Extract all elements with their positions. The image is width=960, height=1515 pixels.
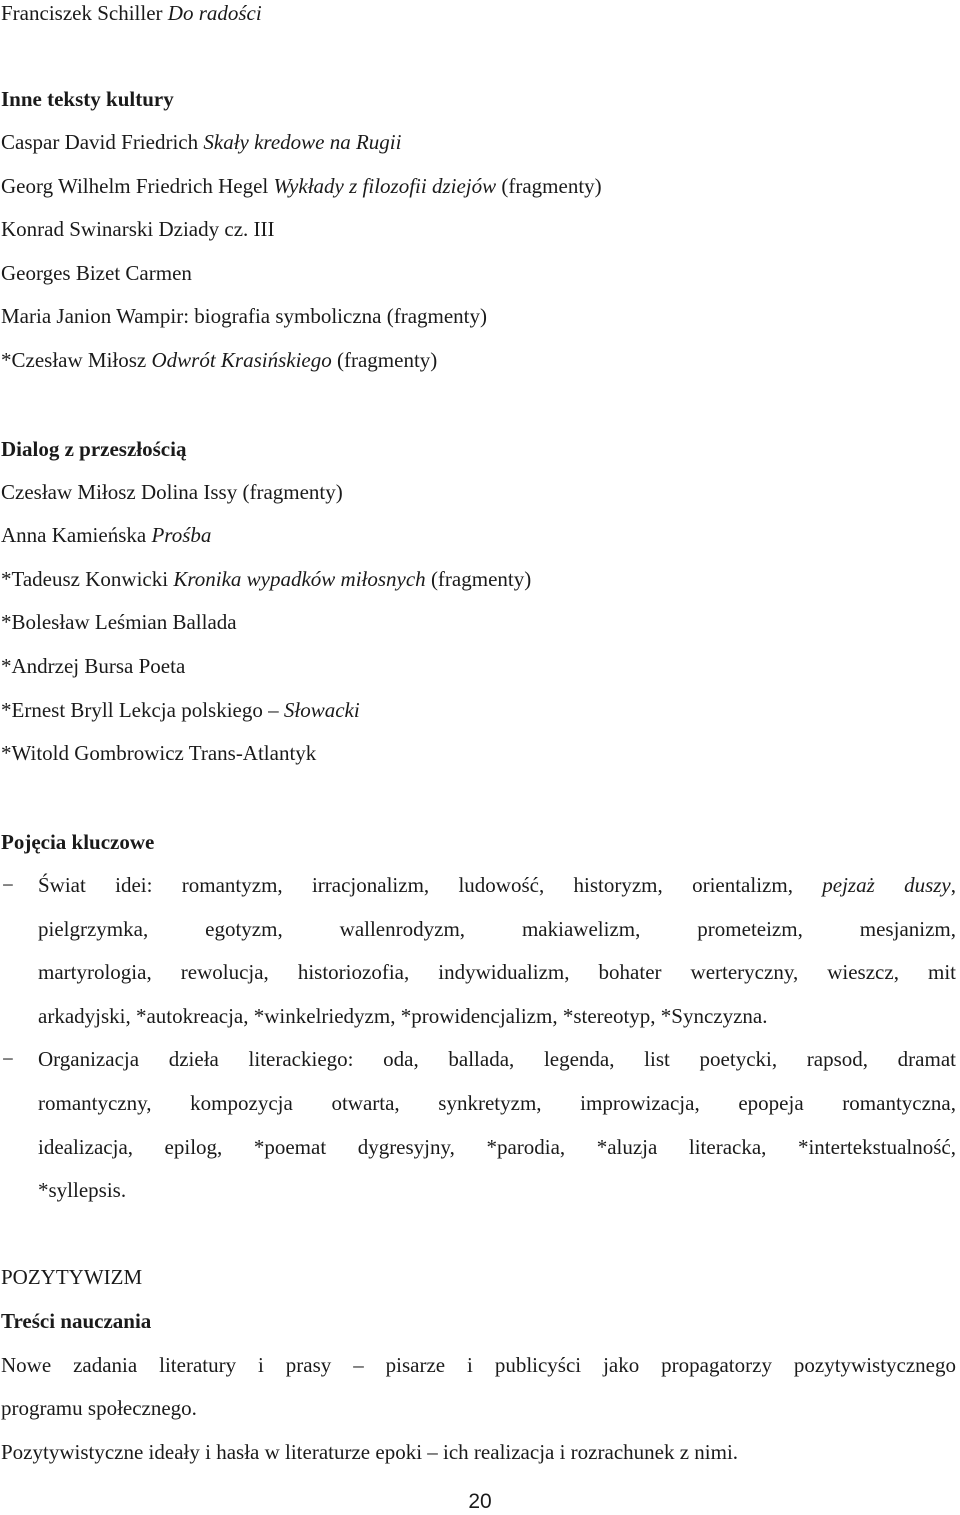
list-item: Caspar David Friedrich Skały kredowe na Rugii xyxy=(1,130,402,154)
bullet-2-line-2: romantyczny, kompozycja otwarta, synkretyzm, improwizacja, epopeja romantyczna, xyxy=(38,1091,956,1115)
list-item: Konrad Swinarski Dziady cz. III xyxy=(1,217,275,241)
work-title: Do radości xyxy=(167,1,262,25)
paragraph-1-line-1: Nowe zadania literatury i prasy – pisarze i publicyści jako propagatorzy pozytywistycznego xyxy=(1,1353,956,1377)
epoch-heading: POZYTYWIZM xyxy=(1,1265,143,1289)
list-item: Maria Janion Wampir: biografia symboliczna (fragmenty) xyxy=(1,304,488,328)
paragraph-2: Pozytywistyczne ideały i hasła w literaturze epoki – ich realizacja i rozrachunek z nimi. xyxy=(1,1440,739,1464)
list-item: Anna Kamieńska Prośba xyxy=(1,523,212,547)
bullet-1-line-3: martyrologia, rewolucja, historiozofia, indywidualizm, bohater werteryczny, wieszcz, mit xyxy=(38,960,956,984)
section-heading-tresci: Treści nauczania xyxy=(1,1309,152,1333)
list-item: *Witold Gombrowicz Trans-Atlantyk xyxy=(1,741,317,765)
bullet-1-line-1: Świat idei: romantyzm, irracjonalizm, ludowość, historyzm, orientalizm, pejzaż duszy, xyxy=(38,873,956,897)
list-item: *Tadeusz Konwicki Kronika wypadków miłosnych (fragmenty) xyxy=(1,567,532,591)
section-heading-dialog: Dialog z przeszłością xyxy=(1,437,187,461)
list-item: *Czesław Miłosz Odwrót Krasińskiego (fragmenty) xyxy=(1,348,438,372)
section-heading-inne: Inne teksty kultury xyxy=(1,87,174,111)
page-number: 20 xyxy=(468,1490,492,1513)
bullet-1-line-2: pielgrzymka, egotyzm, wallenrodyzm, makiawelizm, prometeizm, mesjanizm, xyxy=(38,917,956,941)
bullet-dash: − xyxy=(2,873,14,897)
top-line xyxy=(1,0,262,26)
list-item: Czesław Miłosz Dolina Issy (fragmenty) xyxy=(1,480,343,504)
bullet-2-line-4: *syllepsis. xyxy=(38,1178,127,1202)
list-item: *Andrzej Bursa Poeta xyxy=(1,654,186,678)
section-heading-pojecia: Pojęcia kluczowe xyxy=(1,830,155,854)
list-item: *Bolesław Leśmian Ballada xyxy=(1,610,237,634)
bullet-2-line-3: idealizacja, epilog, *poemat dygresyjny, *parodia, *aluzja literacka, *intertekstualność, xyxy=(38,1135,956,1159)
list-item: Georg Wilhelm Friedrich Hegel Wykłady z filozofii dziejów (fragmenty) xyxy=(1,174,602,198)
list-item: *Ernest Bryll Lekcja polskiego – Słowacki xyxy=(1,698,360,722)
author: Franciszek Schiller xyxy=(1,1,163,25)
bullet-dash: − xyxy=(2,1047,14,1071)
paragraph-1-line-2: programu społecznego. xyxy=(1,1396,197,1420)
bullet-2-line-1: Organizacja dzieła literackiego: oda, ballada, legenda, list poetycki, rapsod, dramat xyxy=(38,1047,956,1071)
list-item: Georges Bizet Carmen xyxy=(1,261,192,285)
bullet-1-line-4: arkadyjski, *autokreacja, *winkelriedyzm, *prowidencjalizm, *stereotyp, *Synczyzna. xyxy=(38,1004,768,1028)
